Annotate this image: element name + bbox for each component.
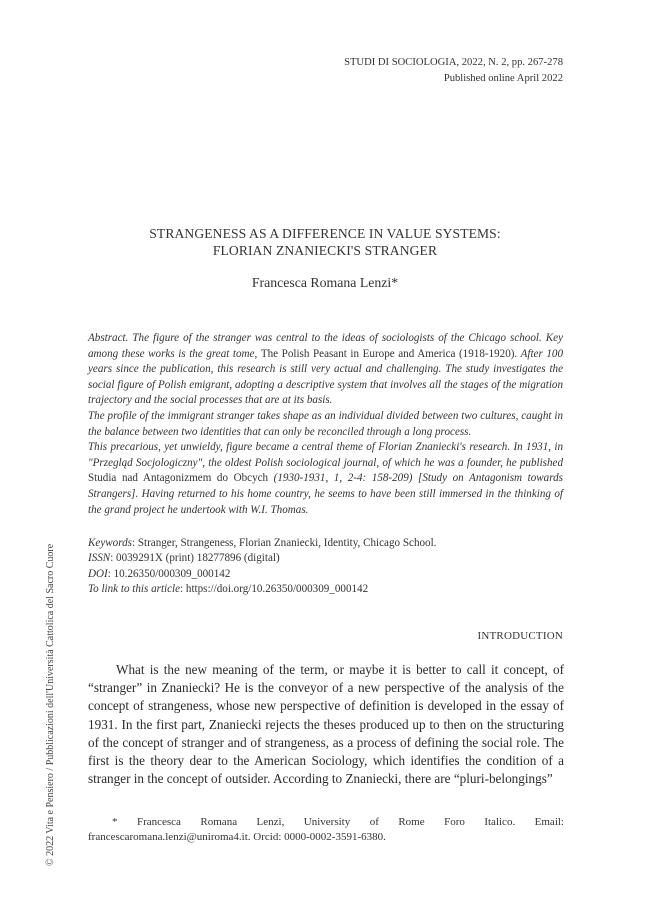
abstract-paragraph-1 [88,331,563,409]
author-footnote: * Francesca Romana Lenzi, University of Rome Foro Italico. Email: francescaromana.lenzi@uniroma4.it. Orcid: 0000-0002-3591-6380. [88,816,564,844]
keywords-value: : Stranger, Strangeness, Florian Znaniecki, Identity, Chicago School. [131,537,437,549]
author-name: Francesca Romana Lenzi* [251,275,399,290]
article-title [0,226,650,259]
abstract-text: . After 100 years since the publication, this research is still very actual and challenging. The study investigates the social figure of Polish emigrant, adopting a descriptive system that involves all the stages of the migration trajectory and the social processes that are at its basis. [88,347,563,407]
doi-line [88,567,563,582]
body-paragraph: What is the new meaning of the term, or maybe it is better to call it concept, of “stranger” in Znaniecki? He is the conveyor of a new perspective of the analysis of the concept of strangeness, whose new perspective of definition is developed in the essay of 1931. In the first part, Znaniecki rejects the theses produced up to then on the structuring of the concept of stranger and of strangeness, as a process of defining the social role. The first is the theory dear to the American Sociology, which identifies the condition of a stranger in the concept of outsider. According to Znaniecki, there are “pluri-belongings” [88,662,564,787]
article-link[interactable]: : https://doi.org/10.26350/000309_000142 [180,583,369,596]
abstract-paragraph-3 [88,440,563,518]
journal-citation: STUDI DI SOCIOLOGIA, 2022, N. 2, pp. 267-278 [344,57,563,68]
article-metadata [88,536,563,598]
published-date: Published online April 2022 [443,72,563,84]
book-title: Studia nad Antagonizmem do Obcych [88,472,269,485]
keywords-label: Keywords [88,537,132,549]
book-title: The Polish Peasant in Europe and America (1918-1920) [260,347,515,360]
issn-line [88,551,563,566]
abstract [88,331,563,518]
section-heading: INTRODUCTION [477,630,563,642]
issn-label: ISSN [88,552,111,565]
title-line-1: STRANGENESS AS A DIFFERENCE IN VALUE SYSTEMS: [149,226,501,241]
keywords-line [88,536,563,551]
link-line [88,582,563,597]
abstract-paragraph-2: The profile of the immigrant stranger takes shape as an individual divided between two cultures, caught in the balance between two identities that can only be reconciled through a long process. [88,409,563,438]
link-label: To link to this article [88,583,181,596]
abstract-text: Abstract. The figure of the stranger was central to the ideas of sociologists of the Chicago school. Key among these works is the great tome, [88,332,563,360]
abstract-text: (1930-1931, 1, 2-4: 158-209) [Study on Antagonism towards Strangers]. Having returned to his home country, he seems to have been still immersed in the thinking of the grand project he undertook with W.I. Thomas. [88,472,563,516]
title-line-2: FLORIAN ZNANIECKI'S STRANGER [212,242,438,258]
doi-value: : 10.26350/000309_000142 [107,567,231,580]
copyright-notice: © 2022 Vita e Pensiero / Pubblicazioni dell'Università Cattolica del Sacro Cuore [45,543,56,866]
journal-header [344,55,563,86]
doi-label: DOI [88,567,108,580]
abstract-text: This precarious, yet unwieldy, figure became a central theme of Florian Znaniecki's research. In 1931, in "Przegląd Socjologiczny", the oldest Polish sociological journal, of which he was a founder, he published [88,441,563,469]
issn-value: : 0039291X (print) 18277896 (digital) [110,552,280,565]
